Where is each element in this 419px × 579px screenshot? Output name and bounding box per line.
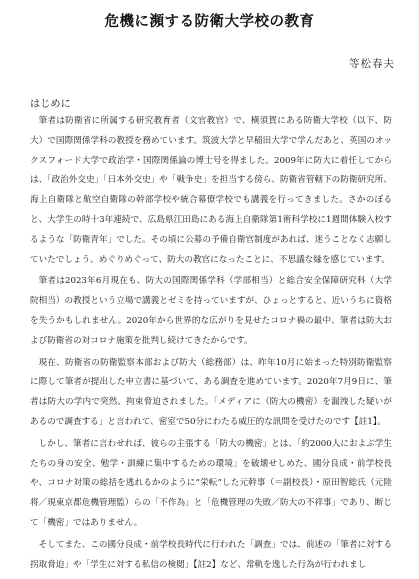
paragraph-3: 現在、防衛省の防衛監察本部および防大（総務部）は、昨年10月に始まった特別防衛監察に際して筆者が提出した申立書に基づいて、ある調査を進めています。2020年7月9日に、筆者は防大の学内で突然、拘束脅迫されました。「メディアに（防大の機密）を漏洩した疑いがあるので調査する」と言われて、密室で50分にわたる威圧的な訊問を受けたのです【註1】。	[30, 357, 392, 427]
paragraph-4: しかし、筆者に言わせれば、彼らの主張する「防大の機密」とは、「約2000人におよぶ学生たちの身の安全、勉学・訓練に集中するための環境」を破壊せしめた、國分良成・前学校長や、コロナ対策の総括を逃れるかのように“栄転”した元幹事（＝副校長）・原田智総氏（元陸将／現東京都危機管理監）らの「不作為」と「危機管理の失敗／防大の不祥事」であり、断じて「機密」ではありません。	[30, 438, 392, 528]
paragraph-2: 筆者は2023年6月現在も、防大の国際関係学科（学部相当）と総合安全保障研究科（大学院相当）の教授という立場で講義とゼミを持っていますが、ひょっとすると、近いうちに資格を失うかもしれません。2020年から世界的な広がりを見せたコロナ禍の最中、筆者は防大および防衛省の対コロナ施策を批判し続けてきたからです。	[30, 276, 392, 346]
section-heading: はじめに	[30, 99, 71, 110]
paragraph-1: 筆者は防衛省に所属する研究教育者（文官教官）で、横須賀にある防衛大学校（以下、防大）で国際関係学科の教授を務めています。筑波大学と早稲田大学で学んだあと、英国のオックスフォード大学で政治学・国際関係論の博士号を得ました。2009年に防大に着任してからは、「政治外交史」「日本外交史」や「戦争史」を担当する傍ら、防衛省管轄下の防衛研究所、海上自衛隊と航空自衛隊の幹部学校や統合幕僚学校でも講義を行ってきました。さかのぼると、大学生の時十3年連続で、広島県江田島にある海上自衛隊第1術科学校に1週間体験入校するような「防衛青年」でした。その頃に公募の予備自衛官制度があれば、迷うことなく志願していたでしょう。めぐりめぐって、防大の教官になったことに、不思議な縁を感じています。	[30, 116, 392, 265]
document-body	[30, 112, 392, 577]
author-name: 等松春夫	[349, 58, 395, 70]
document-title: 危機に瀕する防衛大学校の教育	[104, 14, 315, 30]
paragraph-5: そしてまた、この國分良成・前学校長時代に行われた「調査」では、前述の「筆者に対する拐取脅迫」や「学生に対する私信の検閲」【註2】など、常軌を逸した行為が行われまし	[30, 539, 392, 570]
